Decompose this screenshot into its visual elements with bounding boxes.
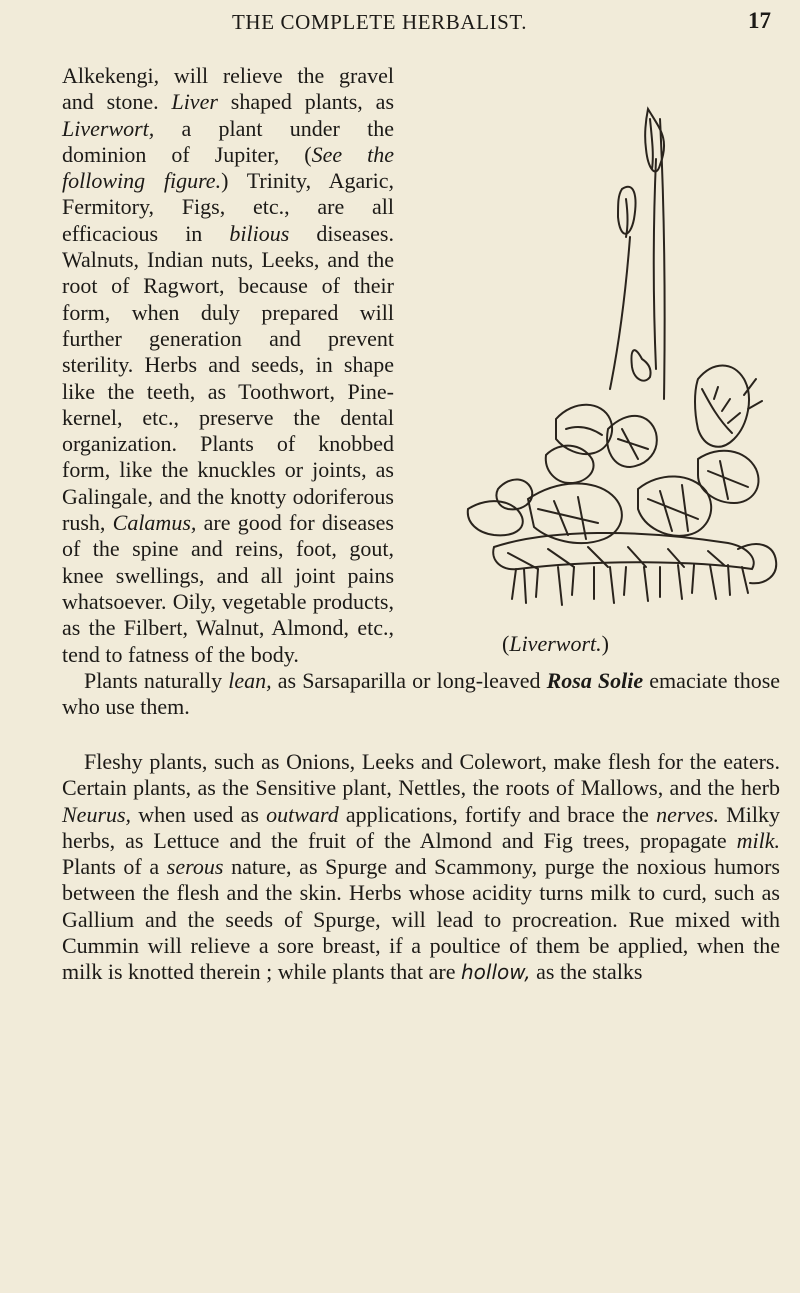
- text-span: diseases. Walnuts, Indian nuts, Leeks, and the root of Ragwort, because of their form, when duly prepared will further generation and prevent sterility. Herbs and seeds, in shape like the teeth, as Toothwort, Pine-kernel, etc., preserve the dental organization. Plants of knobbed form, like the knuckles or joints, as Galingale, and the knotty odoriferous rush,: [62, 220, 394, 536]
- text-span: Plants of a: [62, 854, 160, 880]
- text-span: nature, as Spurge and Scammony, purge the noxious humors between the flesh and the skin. Herbs whose acidity turns milk to curd, such as Gallium and the seeds of Spurge, will lead to procreation. Rue mixed with Cummin will relieve a sore breast, if a poultice of them be applied, when the milk is knotted therein ; while plants that are: [62, 854, 780, 985]
- text-with-figure: [62, 63, 780, 720]
- page-number: 17: [748, 8, 771, 33]
- italic-span: nerves.: [656, 801, 720, 827]
- figure-caption-text: Liverwort.: [509, 631, 602, 656]
- italic-span: hollow,: [460, 960, 531, 985]
- text-span: Alkekengi, will relieve the gravel and stone.: [62, 63, 394, 115]
- text-below-figure: [62, 749, 780, 986]
- italic-span: See the following figure.: [62, 141, 395, 194]
- text-span: shaped plants, as: [230, 89, 394, 115]
- italic-span: lean,: [228, 667, 272, 693]
- text-span: applications, fortify and brace the: [345, 801, 649, 827]
- italic-span: Neurus,: [62, 801, 132, 827]
- text-span: Plants naturally: [84, 667, 223, 693]
- text-span: as Sarsaparilla or long-leaved: [277, 667, 541, 693]
- running-title: THE COMPLETE HERBALIST.: [232, 10, 528, 34]
- text-span: a plant under the dominion of Jupiter,: [62, 115, 394, 167]
- page-header: [0, 10, 800, 42]
- paragraph-3: [62, 749, 780, 986]
- liverwort-illustration: [398, 99, 780, 629]
- text-span: Milky herbs, as Lettuce and the fruit of the Almond and Fig trees, propagate: [62, 801, 781, 853]
- text-span: emaciate those who use them.: [62, 667, 781, 720]
- text-span: when used as: [138, 801, 259, 827]
- italic-span: Liverwort,: [62, 115, 155, 141]
- paragraph-2: [62, 668, 780, 721]
- italic-span: milk.: [736, 827, 781, 853]
- italic-span: serous: [166, 854, 224, 880]
- text-span: (: [304, 141, 312, 167]
- italic-span: outward: [266, 801, 339, 827]
- italic-span: Rosa Solie: [546, 667, 644, 693]
- text-span: are good for diseases of the spine and reins, foot, gout, knee swellings, and all joint pains whatsoever. Oily, vegetable products, as the Filbert, Walnut, Almond, etc., tend to fatness of the body.: [62, 510, 394, 667]
- text-span: Fleshy plants, such as Onions, Leeks and Colewort, make flesh for the eaters. Certain plants, as the Sensitive plant, Nettles, the roots of Mallows, and the herb: [62, 749, 780, 801]
- italic-span: Calamus,: [112, 510, 197, 536]
- liverwort-figure: [398, 63, 780, 665]
- text-span: as the stalks: [536, 959, 643, 985]
- text-span: ) Trinity, Agaric, Fermitory, Figs, etc., are all efficacious in: [62, 168, 394, 246]
- italic-span: Liver: [171, 89, 218, 115]
- italic-span: bilious: [229, 220, 290, 246]
- figure-caption: (Liverwort.): [502, 631, 609, 656]
